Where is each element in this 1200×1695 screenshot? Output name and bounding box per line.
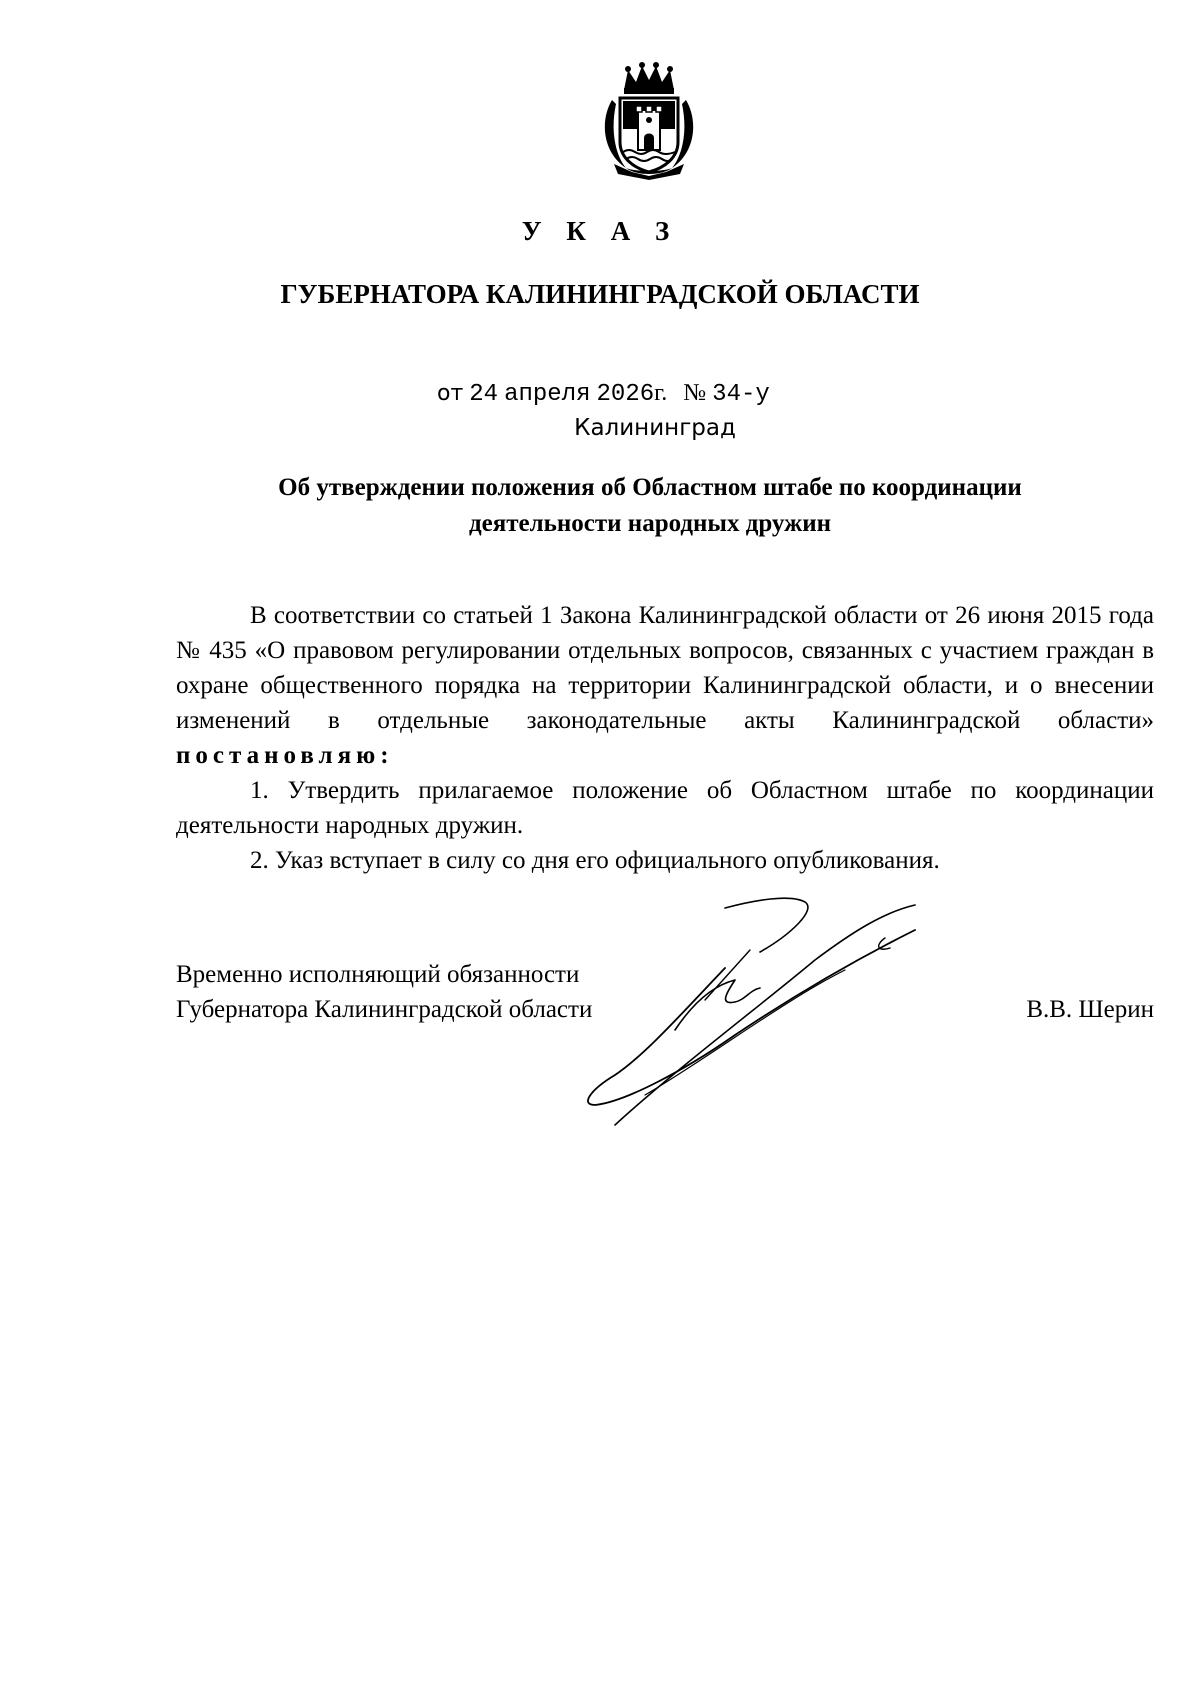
number-sign: № xyxy=(683,380,707,406)
date-year: 2026 xyxy=(596,381,655,408)
signatory-position xyxy=(176,957,592,1027)
handwritten-signature xyxy=(585,890,975,1135)
position-line-1: Временно исполняющий обязанности xyxy=(176,961,580,988)
decree-subject: Об утверждении положения об Областном штабе по координации деятельности народных дружин xyxy=(278,474,1022,537)
date-prefix: от xyxy=(437,381,464,406)
decree-body xyxy=(176,598,1154,878)
document-title: У К А З xyxy=(521,216,679,246)
date-month: апреля xyxy=(504,381,591,408)
preamble-text: В соответствии со статьей 1 Закона Калининградской области от 26 июня 2015 года № 435 «О правовом регулировании отдельных вопросов, связанных с участием граждан в охране общественного порядка на территории Калининградской области, и о внесении изменений в отдельные законодательные акты Калининградской области» xyxy=(176,602,1154,734)
year-suffix: г. xyxy=(654,380,668,406)
item-2: 2. Указ вступает в силу со дня его официального опубликования. xyxy=(250,847,940,874)
position-line-2: Губернатора Калининградской области xyxy=(176,996,593,1023)
decree-number: 34-у xyxy=(712,381,770,408)
signatory-name: В.В. Шерин xyxy=(1026,996,1154,1023)
city: Калининград xyxy=(574,415,736,441)
preamble-paragraph xyxy=(176,598,1154,773)
issuer-title: ГУБЕРНАТОРА КАЛИНИНГРАДСКОЙ ОБЛАСТИ xyxy=(280,279,920,309)
coat-of-arms-icon xyxy=(596,60,702,180)
decree-word: постановляю: xyxy=(176,742,394,769)
item-1: 1. Утвердить прилагаемое положение об Областном штабе по координации деятельности народных дружин. xyxy=(176,777,1154,839)
date-day: 24 xyxy=(469,381,499,408)
date-number-line xyxy=(437,378,770,410)
